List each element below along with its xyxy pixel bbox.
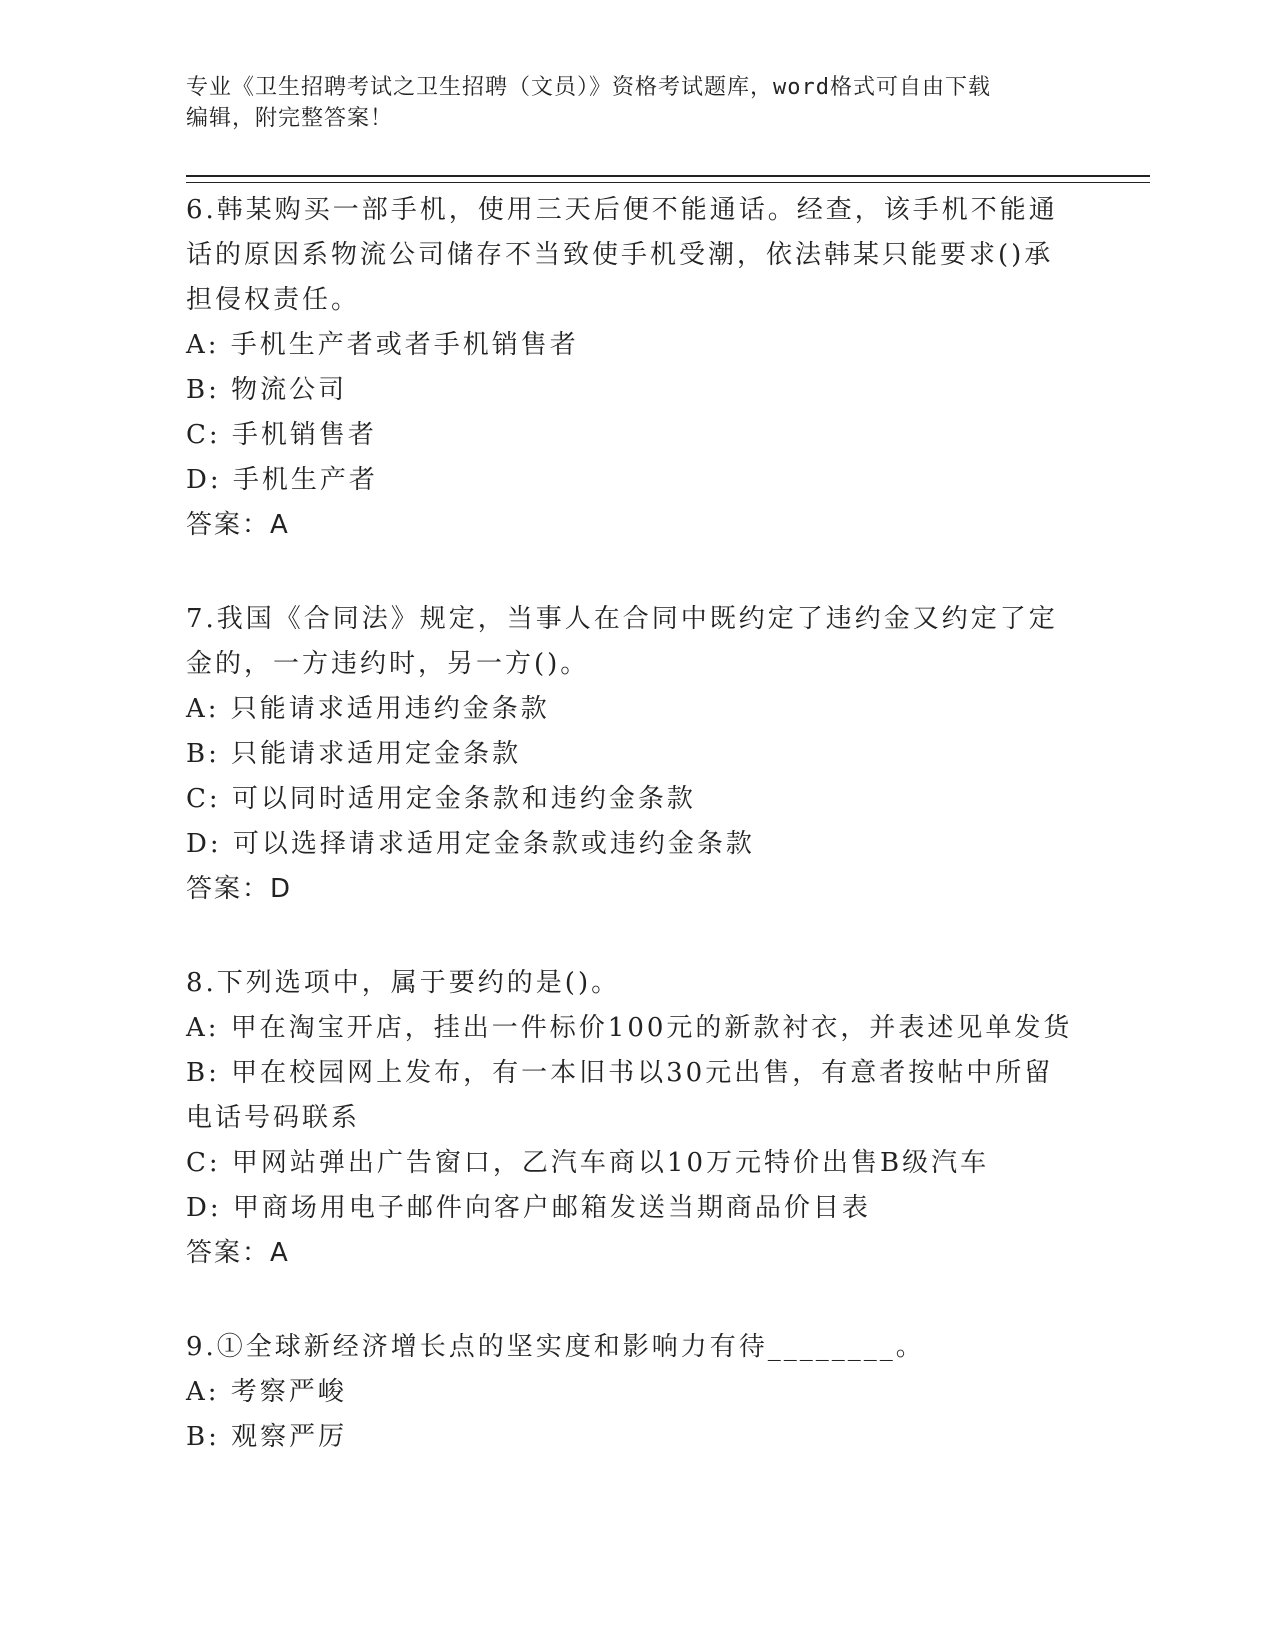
option-line: C: 手机销售者 — [186, 420, 377, 450]
option-line: B: 甲在校园网上发布，有一本旧书以30元出售，有意者按帖中所留 — [186, 1058, 1054, 1088]
question-block — [186, 1325, 1086, 1460]
option-line: C: 可以同时适用定金条款和违约金条款 — [186, 784, 696, 814]
option-line: A: 只能请求适用违约金条款 — [186, 694, 550, 724]
option-line: B: 只能请求适用定金条款 — [186, 739, 522, 769]
option-line: 电话号码联系 — [186, 1103, 361, 1133]
question-stem-line: 话的原因系物流公司储存不当致使手机受潮，依法韩某只能要求()承 — [186, 240, 1054, 270]
answer-line: 答案：D — [186, 874, 293, 904]
option-line: B: 观察严厉 — [186, 1422, 348, 1452]
question-block — [186, 188, 1086, 548]
header-line-1: 专业《卫生招聘考试之卫生招聘（文员）》资格考试题库，word格式可自由下载 — [186, 75, 991, 100]
question-stem-line: 8.下列选项中，属于要约的是()。 — [186, 968, 621, 998]
answer-line: 答案：A — [186, 510, 290, 540]
question-stem-line: 担侵权责任。 — [186, 285, 361, 315]
question-stem-line: 7.我国《合同法》规定，当事人在合同中既约定了违约金又约定了定 — [186, 604, 1058, 634]
header-divider-thick — [186, 175, 1150, 177]
option-line: C: 甲网站弹出广告窗口，乙汽车商以10万元特价出售B级汽车 — [186, 1148, 990, 1178]
question-stem-line: 9.①全球新经济增长点的坚实度和影响力有待________。 — [186, 1332, 925, 1362]
question-block — [186, 961, 1086, 1276]
document-header — [186, 72, 1066, 134]
option-line: A: 甲在淘宝开店，挂出一件标价100元的新款衬衣，并表述见单发货 — [186, 1013, 1073, 1043]
option-line: D: 甲商场用电子邮件向客户邮箱发送当期商品价目表 — [186, 1193, 871, 1223]
header-line-2: 编辑，附完整答案！ — [186, 106, 394, 131]
answer-line: 答案：A — [186, 1238, 290, 1268]
option-line: D: 手机生产者 — [186, 465, 378, 495]
question-stem-line: 金的，一方违约时，另一方()。 — [186, 649, 590, 679]
option-line: A: 考察严峻 — [186, 1377, 347, 1407]
option-line: D: 可以选择请求适用定金条款或违约金条款 — [186, 829, 755, 859]
option-line: A: 手机生产者或者手机销售者 — [186, 330, 579, 360]
question-block — [186, 597, 1086, 912]
question-spacer — [186, 912, 1086, 961]
option-line: B: 物流公司 — [186, 375, 348, 405]
question-spacer — [186, 1276, 1086, 1325]
question-stem-line: 6.韩某购买一部手机，使用三天后便不能通话。经查，该手机不能通 — [186, 195, 1058, 225]
question-list — [186, 188, 1086, 1460]
header-divider-thin — [186, 182, 1150, 183]
question-spacer — [186, 548, 1086, 597]
